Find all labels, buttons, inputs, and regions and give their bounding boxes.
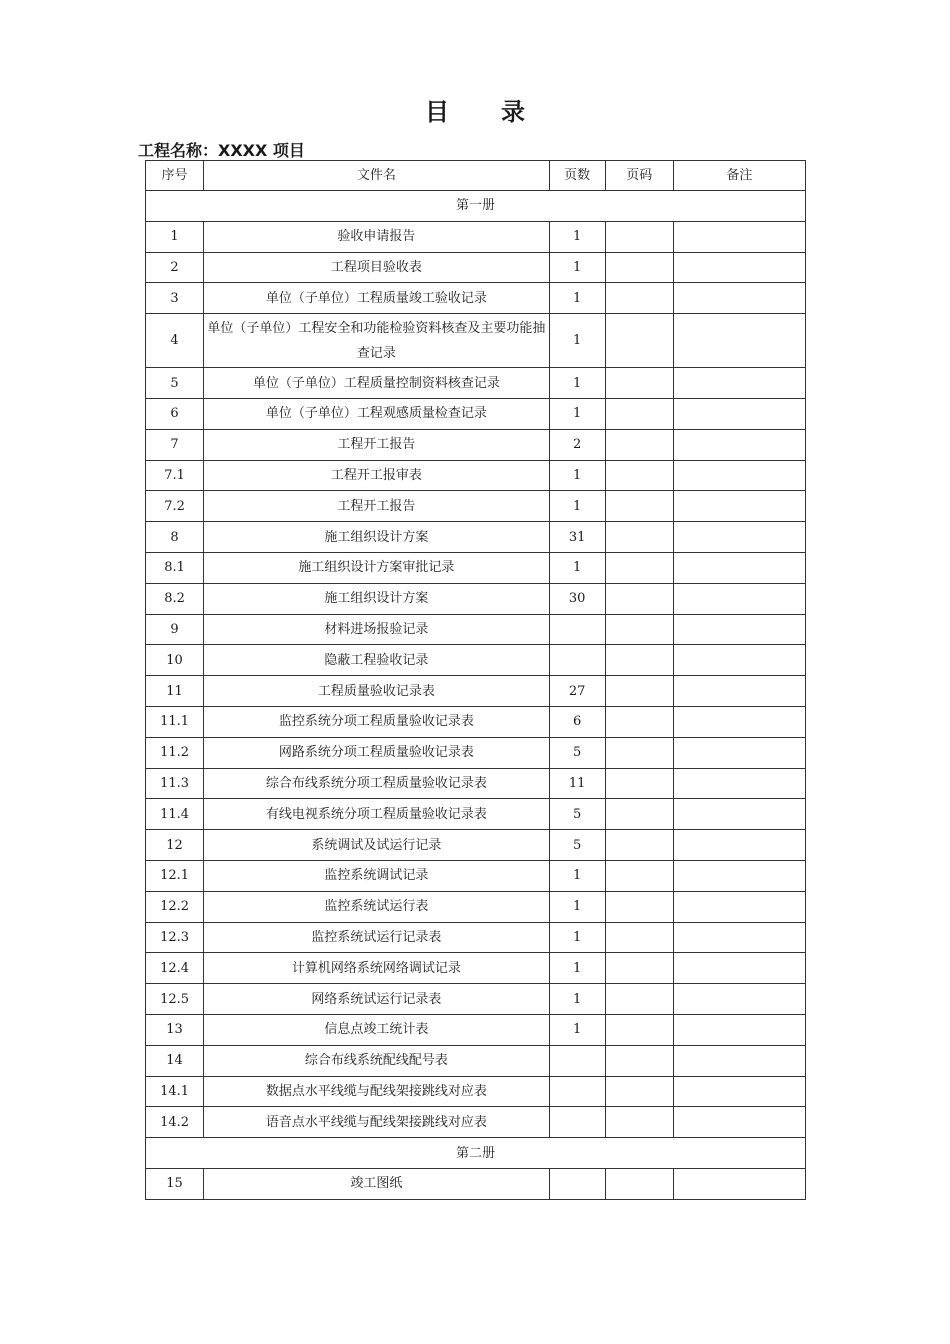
table-row <box>146 221 806 252</box>
header-cell-filename: 文件名 <box>204 161 550 191</box>
row-number-cell: 13 <box>146 1014 204 1045</box>
table-row <box>146 398 806 429</box>
page-count-cell: 1 <box>549 221 605 252</box>
table-row <box>146 706 806 737</box>
row-number-cell: 12.1 <box>146 860 204 891</box>
header-cell-no: 序号 <box>146 161 204 191</box>
page-title <box>0 92 950 127</box>
row-number-cell: 8.1 <box>146 552 204 583</box>
page-count-cell: 5 <box>549 830 605 861</box>
page-count-cell: 1 <box>549 314 605 368</box>
row-number-cell: 11 <box>146 676 204 707</box>
row-number-cell: 12.5 <box>146 984 204 1015</box>
table-row <box>146 314 806 368</box>
table-row <box>146 676 806 707</box>
file-name-cell: 施工组织设计方案 <box>204 522 550 553</box>
row-number-cell: 14.2 <box>146 1107 204 1138</box>
file-name-cell: 单位（子单位）工程观感质量检查记录 <box>204 398 550 429</box>
file-name-cell: 数据点水平线缆与配线架接跳线对应表 <box>204 1076 550 1107</box>
page-count-cell: 5 <box>549 799 605 830</box>
row-number-cell: 14.1 <box>146 1076 204 1107</box>
title-char-1: 目 <box>425 98 449 126</box>
note-cell <box>673 737 805 768</box>
table-row <box>146 283 806 314</box>
row-number-cell: 8.2 <box>146 583 204 614</box>
note-cell <box>673 583 805 614</box>
note-cell <box>673 460 805 491</box>
note-cell <box>673 984 805 1015</box>
table-row <box>146 252 806 283</box>
page-number-cell <box>605 283 673 314</box>
file-name-cell: 系统调试及试运行记录 <box>204 830 550 861</box>
note-cell <box>673 283 805 314</box>
note-cell <box>673 221 805 252</box>
note-cell <box>673 706 805 737</box>
file-name-cell: 有线电视系统分项工程质量验收记录表 <box>204 799 550 830</box>
section-title: 第一册 <box>146 191 806 222</box>
file-name-cell: 语音点水平线缆与配线架接跳线对应表 <box>204 1107 550 1138</box>
page-number-cell <box>605 1107 673 1138</box>
file-name-cell: 综合布线系统分项工程质量验收记录表 <box>204 768 550 799</box>
page-number-cell <box>605 860 673 891</box>
note-cell <box>673 1045 805 1076</box>
project-name: 工程名称：XXXX 项目 <box>138 141 305 160</box>
table-row <box>146 429 806 460</box>
row-number-cell: 11.4 <box>146 799 204 830</box>
page-count-cell: 1 <box>549 398 605 429</box>
note-cell <box>673 799 805 830</box>
page-count-cell: 5 <box>549 737 605 768</box>
page-number-cell <box>605 491 673 522</box>
note-cell <box>673 645 805 676</box>
page-number-cell <box>605 768 673 799</box>
file-name-cell: 工程开工报审表 <box>204 460 550 491</box>
row-number-cell: 1 <box>146 221 204 252</box>
file-name-cell: 监控系统分项工程质量验收记录表 <box>204 706 550 737</box>
file-name-cell: 网络系统试运行记录表 <box>204 984 550 1015</box>
page-number-cell <box>605 830 673 861</box>
page-count-cell: 30 <box>549 583 605 614</box>
note-cell <box>673 1107 805 1138</box>
table-row <box>146 522 806 553</box>
note-cell <box>673 891 805 922</box>
row-number-cell: 12.2 <box>146 891 204 922</box>
page-count-cell: 1 <box>549 252 605 283</box>
file-name-cell: 施工组织设计方案审批记录 <box>204 552 550 583</box>
page-number-cell <box>605 614 673 645</box>
table-row <box>146 768 806 799</box>
section-row <box>146 191 806 222</box>
note-cell <box>673 922 805 953</box>
row-number-cell: 11.1 <box>146 706 204 737</box>
page-number-cell <box>605 1045 673 1076</box>
note-cell <box>673 1076 805 1107</box>
page-count-cell: 1 <box>549 283 605 314</box>
row-number-cell: 8 <box>146 522 204 553</box>
page-count-cell <box>549 1045 605 1076</box>
page-number-cell <box>605 1168 673 1199</box>
contents-table-body <box>146 191 806 1200</box>
file-name-cell: 信息点竣工统计表 <box>204 1014 550 1045</box>
table-row <box>146 368 806 399</box>
note-cell <box>673 1168 805 1199</box>
row-number-cell: 7.1 <box>146 460 204 491</box>
note-cell <box>673 491 805 522</box>
page-number-cell <box>605 645 673 676</box>
row-number-cell: 9 <box>146 614 204 645</box>
page-number-cell <box>605 429 673 460</box>
note-cell <box>673 830 805 861</box>
table-row <box>146 491 806 522</box>
contents-table <box>145 160 806 1200</box>
row-number-cell: 7.2 <box>146 491 204 522</box>
note-cell <box>673 398 805 429</box>
page-count-cell <box>549 1076 605 1107</box>
header-cell-note: 备注 <box>673 161 805 191</box>
table-row <box>146 645 806 676</box>
table-row <box>146 799 806 830</box>
table-row <box>146 1045 806 1076</box>
page-number-cell <box>605 953 673 984</box>
page-count-cell: 1 <box>549 922 605 953</box>
file-name-cell: 监控系统试运行记录表 <box>204 922 550 953</box>
page-number-cell <box>605 1076 673 1107</box>
table-row <box>146 922 806 953</box>
row-number-cell: 15 <box>146 1168 204 1199</box>
row-number-cell: 3 <box>146 283 204 314</box>
file-name-cell: 工程质量验收记录表 <box>204 676 550 707</box>
note-cell <box>673 676 805 707</box>
row-number-cell: 12 <box>146 830 204 861</box>
file-name-cell: 工程项目验收表 <box>204 252 550 283</box>
page-number-cell <box>605 799 673 830</box>
page-count-cell: 1 <box>549 891 605 922</box>
page-number-cell <box>605 460 673 491</box>
table-row <box>146 552 806 583</box>
note-cell <box>673 314 805 368</box>
table-row <box>146 953 806 984</box>
header-cell-pages: 页数 <box>549 161 605 191</box>
page-number-cell <box>605 368 673 399</box>
page-number-cell <box>605 252 673 283</box>
row-number-cell: 11.3 <box>146 768 204 799</box>
note-cell <box>673 768 805 799</box>
file-name-cell: 监控系统调试记录 <box>204 860 550 891</box>
table-row <box>146 1107 806 1138</box>
row-number-cell: 2 <box>146 252 204 283</box>
note-cell <box>673 552 805 583</box>
table-row <box>146 1014 806 1045</box>
page-count-cell: 1 <box>549 491 605 522</box>
table-header-row <box>146 161 806 191</box>
table-row <box>146 1076 806 1107</box>
page-number-cell <box>605 891 673 922</box>
page-count-cell: 27 <box>549 676 605 707</box>
file-name-cell: 单位（子单位）工程质量竣工验收记录 <box>204 283 550 314</box>
row-number-cell: 11.2 <box>146 737 204 768</box>
page-number-cell <box>605 1014 673 1045</box>
page-count-cell: 1 <box>549 953 605 984</box>
file-name-cell: 隐蔽工程验收记录 <box>204 645 550 676</box>
table-row <box>146 1168 806 1199</box>
page-number-cell <box>605 737 673 768</box>
title-char-2: 录 <box>501 98 525 126</box>
table-row <box>146 891 806 922</box>
note-cell <box>673 1014 805 1045</box>
table-row <box>146 737 806 768</box>
page-count-cell: 1 <box>549 368 605 399</box>
page-count-cell: 6 <box>549 706 605 737</box>
page-count-cell: 2 <box>549 429 605 460</box>
section-title: 第二册 <box>146 1138 806 1169</box>
table-row <box>146 583 806 614</box>
row-number-cell: 6 <box>146 398 204 429</box>
file-name-cell: 工程开工报告 <box>204 491 550 522</box>
page-number-cell <box>605 552 673 583</box>
file-name-cell: 工程开工报告 <box>204 429 550 460</box>
row-number-cell: 7 <box>146 429 204 460</box>
page-number-cell <box>605 706 673 737</box>
note-cell <box>673 429 805 460</box>
page-count-cell: 1 <box>549 460 605 491</box>
page-count-cell <box>549 1107 605 1138</box>
file-name-cell: 网路系统分项工程质量验收记录表 <box>204 737 550 768</box>
note-cell <box>673 860 805 891</box>
row-number-cell: 14 <box>146 1045 204 1076</box>
header-cell-page-no: 页码 <box>605 161 673 191</box>
row-number-cell: 12.4 <box>146 953 204 984</box>
note-cell <box>673 368 805 399</box>
file-name-cell: 材料进场报验记录 <box>204 614 550 645</box>
file-name-cell: 监控系统试运行表 <box>204 891 550 922</box>
table-row <box>146 614 806 645</box>
page-count-cell: 1 <box>549 552 605 583</box>
page-count-cell: 1 <box>549 984 605 1015</box>
page-count-cell <box>549 614 605 645</box>
row-number-cell: 5 <box>146 368 204 399</box>
page-number-cell <box>605 522 673 553</box>
page-number-cell <box>605 984 673 1015</box>
table-row <box>146 860 806 891</box>
page-number-cell <box>605 398 673 429</box>
table-row <box>146 460 806 491</box>
page-count-cell: 11 <box>549 768 605 799</box>
row-number-cell: 12.3 <box>146 922 204 953</box>
note-cell <box>673 953 805 984</box>
page-number-cell <box>605 314 673 368</box>
page-number-cell <box>605 922 673 953</box>
file-name-cell: 单位（子单位）工程质量控制资料核查记录 <box>204 368 550 399</box>
file-name-cell: 竣工图纸 <box>204 1168 550 1199</box>
page-count-cell <box>549 1168 605 1199</box>
section-row <box>146 1138 806 1169</box>
row-number-cell: 4 <box>146 314 204 368</box>
page-number-cell <box>605 583 673 614</box>
note-cell <box>673 522 805 553</box>
page-count-cell: 1 <box>549 860 605 891</box>
page-count-cell <box>549 645 605 676</box>
note-cell <box>673 614 805 645</box>
file-name-cell: 施工组织设计方案 <box>204 583 550 614</box>
page-count-cell: 1 <box>549 1014 605 1045</box>
table-row <box>146 984 806 1015</box>
file-name-cell: 单位（子单位）工程安全和功能检验资料核查及主要功能抽查记录 <box>204 314 550 368</box>
file-name-cell: 计算机网络系统网络调试记录 <box>204 953 550 984</box>
page-count-cell: 31 <box>549 522 605 553</box>
page-number-cell <box>605 221 673 252</box>
file-name-cell: 验收申请报告 <box>204 221 550 252</box>
row-number-cell: 10 <box>146 645 204 676</box>
note-cell <box>673 252 805 283</box>
file-name-cell: 综合布线系统配线配号表 <box>204 1045 550 1076</box>
page-number-cell <box>605 676 673 707</box>
table-row <box>146 830 806 861</box>
